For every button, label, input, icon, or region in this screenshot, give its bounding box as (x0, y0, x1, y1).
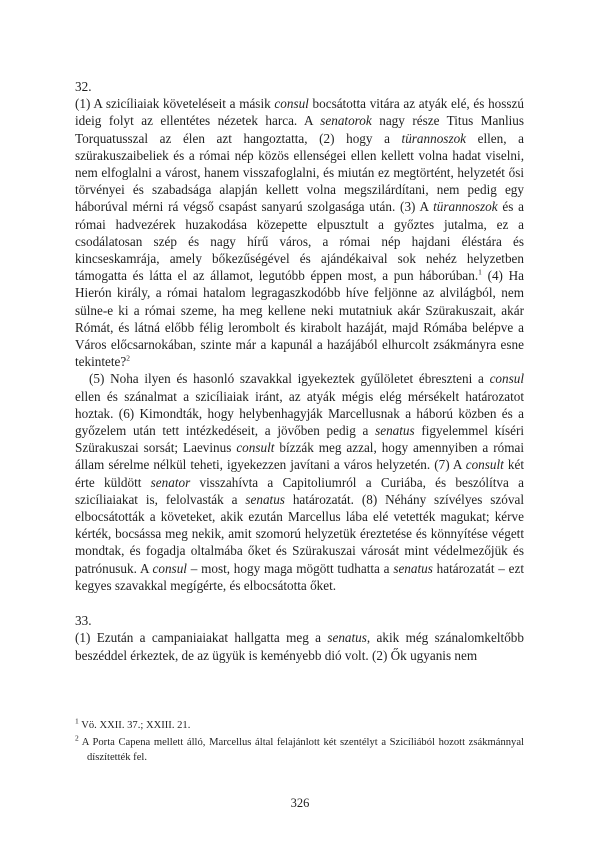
paragraph-32-1 (75, 95, 524, 370)
page-number: 326 (290, 796, 310, 810)
page-body (75, 78, 524, 664)
footnote-1 (75, 718, 524, 733)
footnote-2-mark: 2 (75, 733, 79, 743)
footnote-1-text: Vö. XXII. 37.; XXIII. 21. (81, 720, 191, 731)
footnote-2 (75, 735, 524, 765)
paragraph-32-5: (5) Noha ilyen és hasonló szavakkal igyekeztek gyűlöletet ébreszteni a consul ellen és szánalmat a szicíliaiak iránt, az atyák mégis elég mérsékelt határozatot hoztak. (6) Kimondták, hogy helybenhagyják Marcellusnak a háború közben és a győzelem után tett intézkedéseit, a jövőben pedig a senatus figyelemmel kíséri Szürakuszai sorsát; Laevinus consult bízzák meg azzal, hogy amennyiben a római állam sérelme nélkül teheti, igyekezzen javítani a város helyzetén. (7) A consult két érte küldött senator visszahívta a Capitoliumról a Curiába, és beszólítva a szicíliaiakat is, felolvasták a senatus határozatát. (8) Néhány szívélyes szóval elbocsátották a követeket, akik ezután Marcellus lába elé vetették magukat; kérve kérték, bocsássa meg nekik, amit szomorú helyzetük éreztetése és könnyítése végett mondtak, és fogadja oltalmába őket és Szürakuszai városát mint védelmezőjük és patrónusuk. A consul – most, hogy maga mögött tudhatta a senatus határozatát – ezt kegyes szavakkal megígérte, és elbocsátotta őket. (75, 371, 524, 593)
footnotes (75, 718, 524, 767)
footnote-1-mark: 1 (75, 716, 79, 726)
footnote-ref-1: 1 (478, 267, 482, 277)
footnote-2-text: A Porta Capena mellett álló, Marcellus által felajánlott két szentélyt a Szicíliából hozott zsákmánnyal díszítették fel. (81, 737, 524, 763)
section-number-33: 33. (75, 613, 92, 629)
section-gap (75, 594, 524, 612)
paragraph-32-1-continued: (4) Ha Hierón király, a római hatalom legragaszkodóbb híve feljönne az alvilágból, nem sülne-e ki a római szeme, ha meg kellene neki mutatniuk akár Szürakuszait, akár Rómát, és látná előbb félig lerombolt és kirabolt hazáját, majd Rómába belépve a Város előcsarnokában, szinte már a kapunál a hazájából elhurcolt zsákmányra esne tekintete? (75, 268, 524, 370)
footnote-ref-2: 2 (126, 353, 131, 363)
paragraph-32-1-text: (1) A szicíliaiak követeléseit a másik consul bocsátotta vitára az atyák elé, és hosszú ideig folyt az ellentétes nézetek harca. A senatorok nagy része Titus Manlius Torquatusszal az élen azt hangoztatta, (2) hogy a türannoszok ellen, a szürakuszaibeliek és a római nép közös ellenségei ellen kellett volna hadat viselni, nem elfoglalni a várost, hanem visszafoglalni, és miután ez megtörtént, helyzetét ősi törvényei és szabadsága alapján kellett volna megszilárdítani, nem pedig egy háborúval mérni rá végső csapást sanyarú szolgasága után. (3) A türannoszok és a római hadvezérek huzakodása közepette elpusztult a győztes jutalma, ez a csodálatosan szép és nagy hírű város, a római nép hajdani éléstára és kincseskamrája, amely bőkezűségével és ajándékaival sok nehéz helyzetben támogatta és látta el az államot, legutóbb éppen most, a pun háborúban. (75, 96, 525, 284)
section-number-32: 32. (75, 79, 92, 94)
paragraph-33-1: (1) Ezután a campaniaiakat hallgatta meg a senatus, akik még szánalomkeltőbb beszéddel érkeztek, de az ügyük is keményebb dió volt. (2) Ők ugyanis nem (75, 630, 524, 663)
